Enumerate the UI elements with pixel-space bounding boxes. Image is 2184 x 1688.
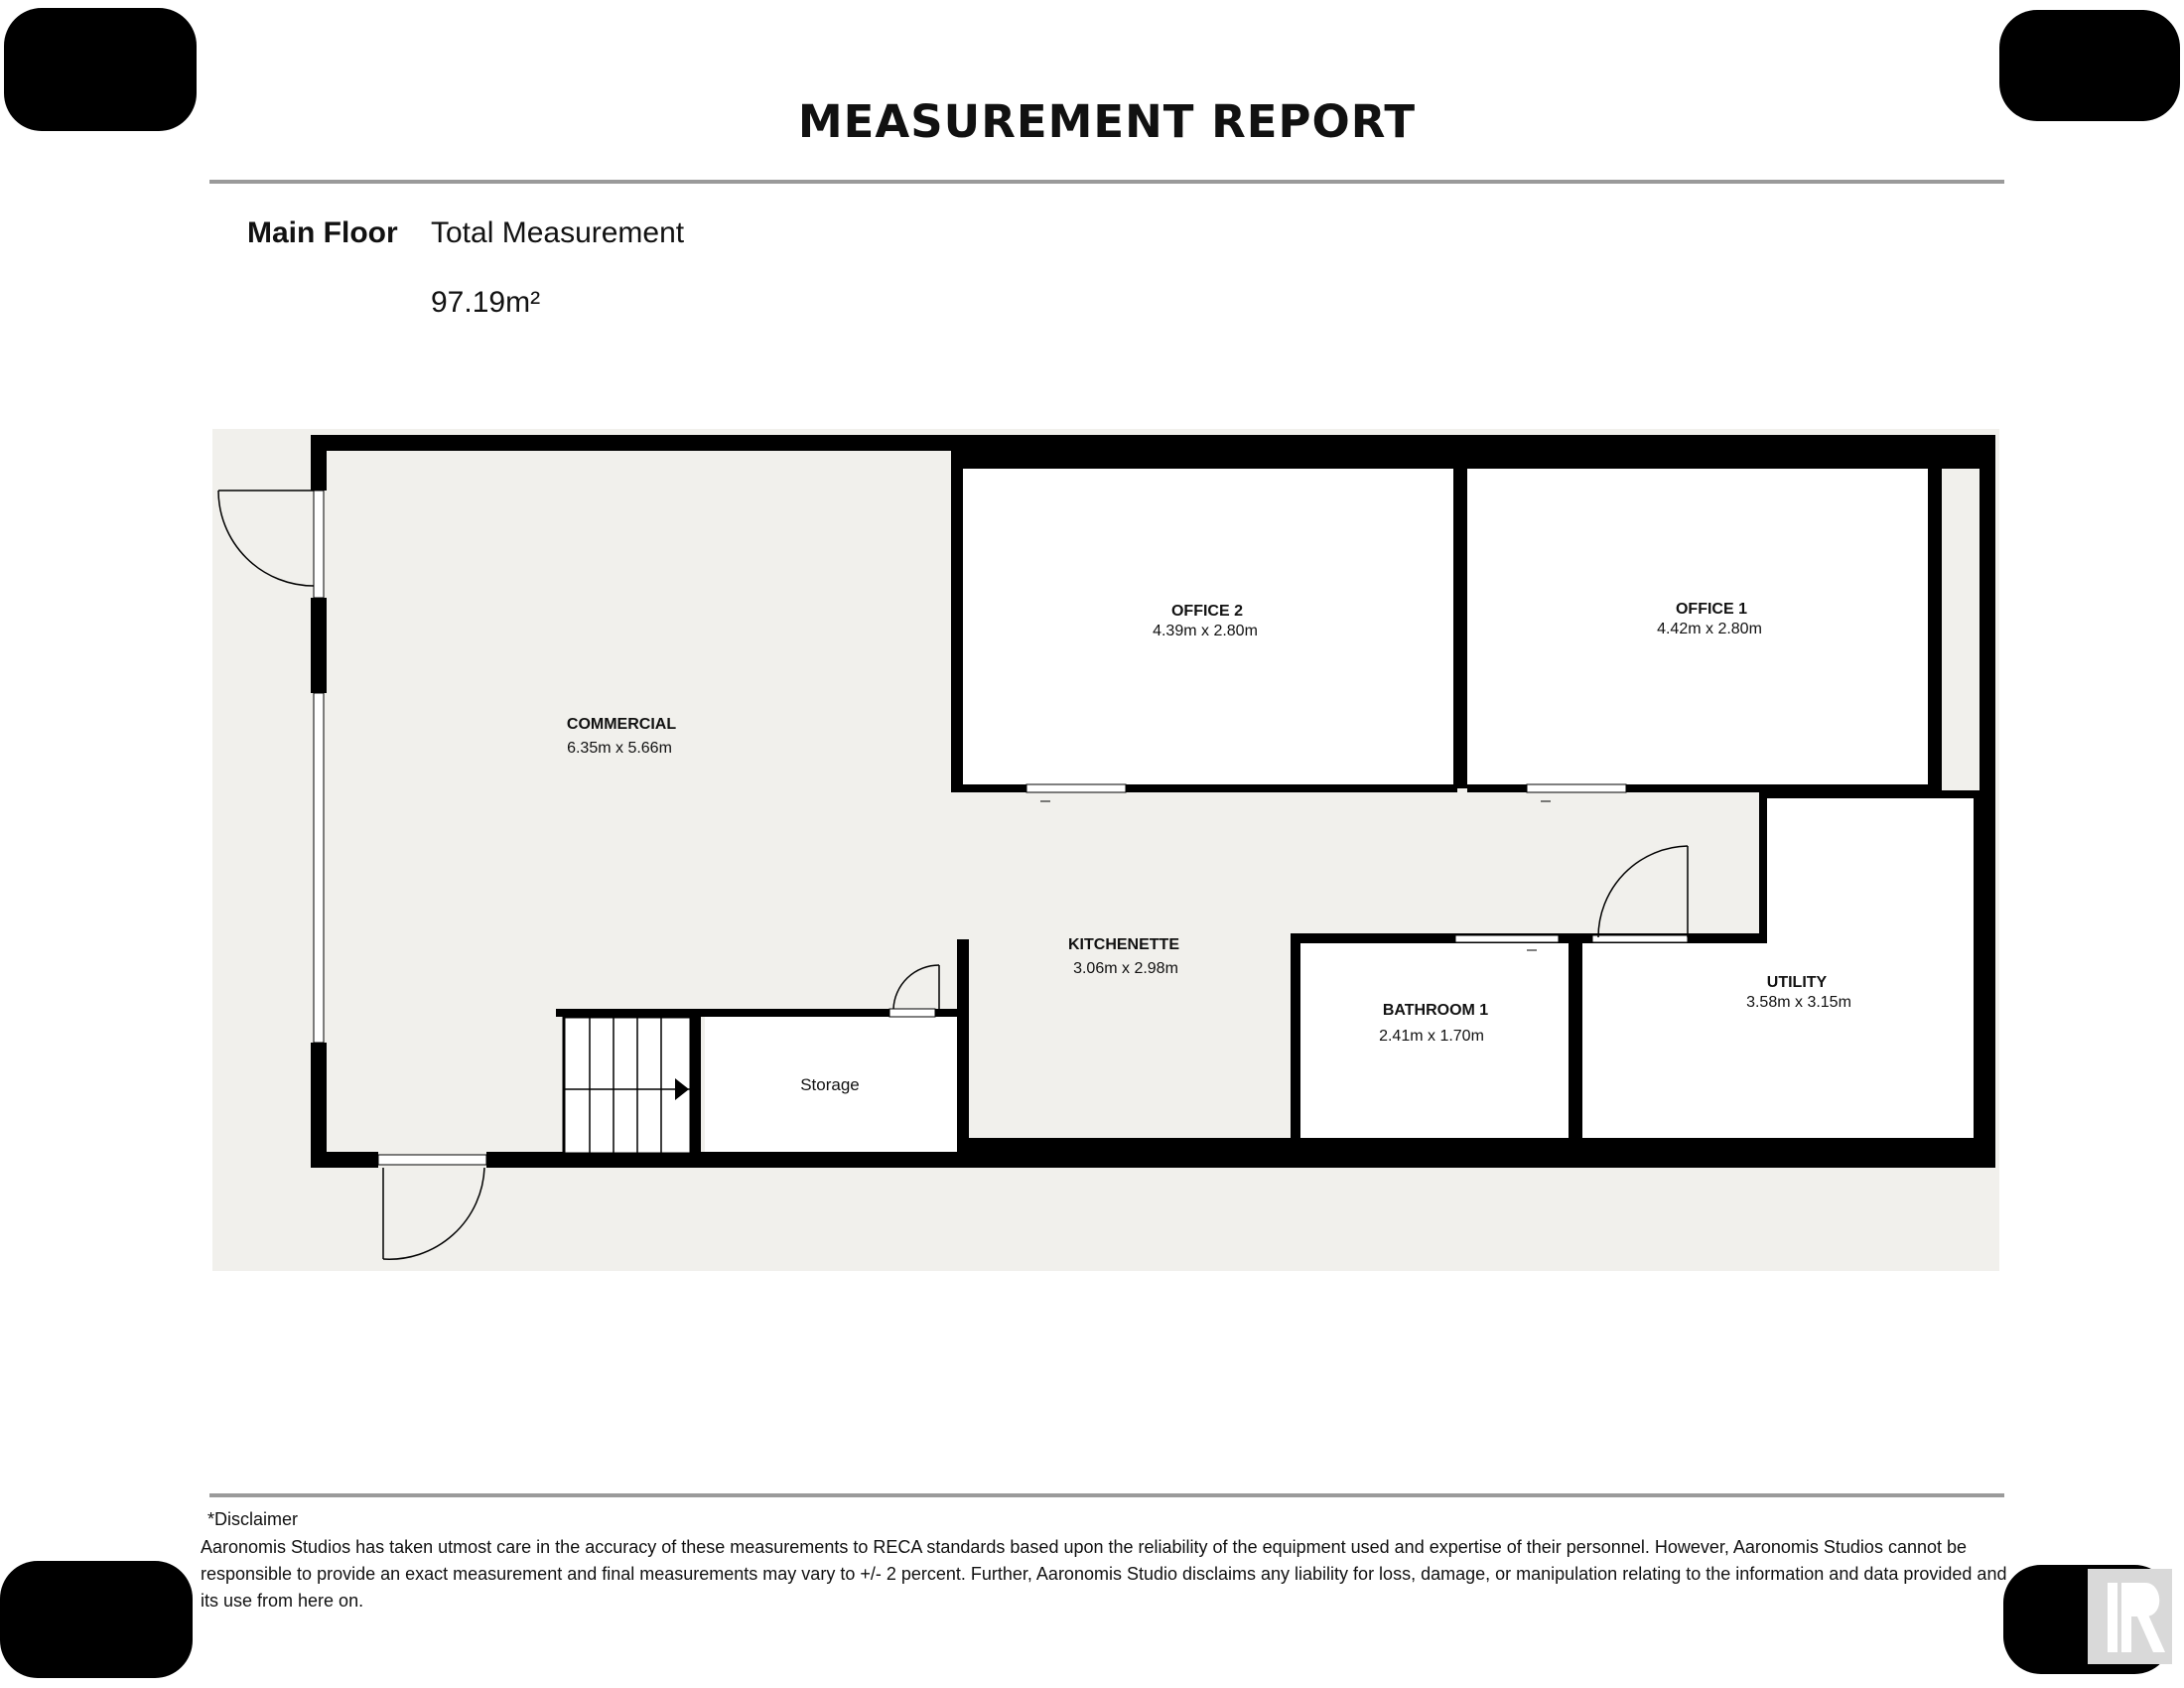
- wall-left-1: [311, 435, 327, 491]
- footer-divider: [209, 1493, 2004, 1497]
- wall-left-2: [311, 598, 327, 693]
- page-title: MEASUREMENT REPORT: [797, 95, 1417, 148]
- wall-bottom-thick: [957, 1138, 1995, 1168]
- room-kitchenette-name: KITCHENETTE: [1068, 936, 1179, 953]
- wall-right: [1979, 435, 1995, 1168]
- wall-office-divider: [1453, 435, 1467, 788]
- wall-top-offices: [951, 435, 1995, 469]
- room-commercial-dims: 6.35m x 5.66m: [567, 740, 672, 757]
- door-arrows: [1040, 801, 1551, 950]
- wall-bath-left: [1291, 933, 1300, 1148]
- room-fills: [705, 469, 1974, 1152]
- room-bathroom1-dims: 2.41m x 1.70m: [1379, 1028, 1484, 1045]
- room-office2-name: OFFICE 2: [1170, 603, 1244, 620]
- wall-left-3: [311, 1043, 327, 1168]
- room-office1-dims: 4.42m x 2.80m: [1657, 621, 1762, 637]
- room-office2-dims: 4.39m x 2.80m: [1153, 623, 1258, 639]
- total-measurement-label: Total Measurement: [431, 216, 685, 249]
- floor-label: Main Floor: [247, 216, 398, 249]
- wall-utility-right-stub: [1974, 790, 1979, 1148]
- room-office1-name: OFFICE 1: [1675, 601, 1748, 618]
- disclaimer-heading: *Disclaimer: [207, 1509, 299, 1529]
- room-bathroom1-name: BATHROOM 1: [1382, 1002, 1489, 1019]
- wall-bottom-1: [311, 1152, 378, 1168]
- wall-utility-left: [1759, 790, 1767, 937]
- room-kitchenette-dims: 3.06m x 2.98m: [1073, 960, 1178, 977]
- room-utility-dims: 3.58m x 3.15m: [1746, 994, 1851, 1011]
- wall-kitchen-left: [957, 939, 969, 1152]
- wall-utility-top: [1759, 790, 1979, 798]
- wall-office1-right: [1928, 435, 1942, 792]
- disclaimer-text: Aaronomis Studios has taken utmost care in the accuracy of these measurements to RECA standards based upon the reliability of the equipment used and expertise of their personnel. However, Aaronomis Studios cannot be responsible to provide an exact measurement and final measurements may vary to +/- 2 percent. Further, Aaronomis Studio disclaims any liability for loss, damage, or manipulation relating to the information and data provided and its use from here on.: [201, 1537, 2007, 1611]
- wall-bath-right: [1569, 933, 1582, 1148]
- staircase: [564, 1017, 691, 1154]
- room-utility-name: UTILITY: [1766, 974, 1828, 991]
- room-commercial-name: COMMERCIAL: [566, 716, 677, 733]
- total-measurement-value: 97.19m²: [431, 286, 541, 319]
- wall-office2-left: [951, 435, 963, 788]
- room-storage-name: Storage: [800, 1075, 860, 1094]
